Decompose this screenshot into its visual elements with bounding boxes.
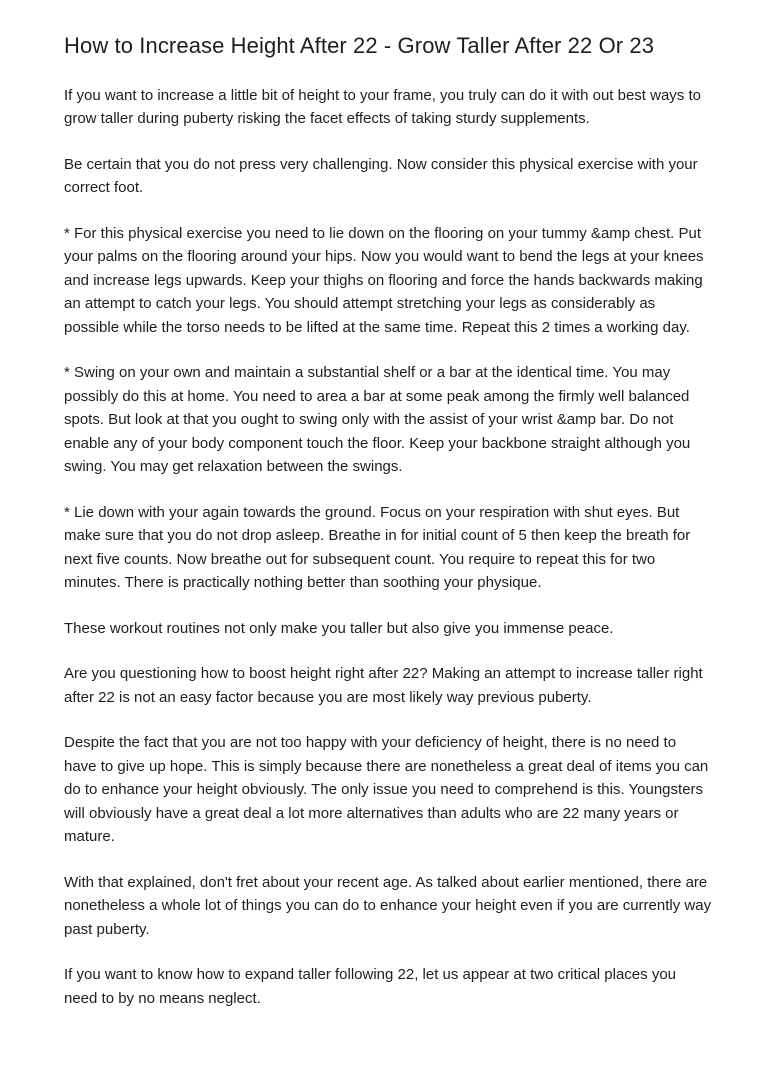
paragraph: Be certain that you do not press very challenging. Now consider this physical exercise with your correct foot. bbox=[64, 155, 698, 197]
document-body bbox=[64, 84, 712, 1011]
paragraph: If you want to increase a little bit of height to your frame, you truly can do it with out best ways to grow taller during puberty risking the facet effects of taking sturdy supplements. bbox=[64, 86, 701, 128]
paragraph: These workout routines not only make you taller but also give you immense peace. bbox=[64, 619, 614, 637]
document-title: How to Increase Height After 22 - Grow Taller After 22 Or 23 bbox=[64, 33, 655, 58]
paragraph: Despite the fact that you are not too happy with your deficiency of height, there is no need to have to give up hope. This is simply because there are nonetheless a great deal of items you can do to enhance your height obviously. The only issue you need to comprehend is this. Youngsters will obviously have a great deal a lot more alternatives than adults who are 22 many years or mature. bbox=[64, 734, 709, 846]
paragraph: If you want to know how to expand taller following 22, let us appear at two critical places you need to by no means neglect. bbox=[64, 966, 677, 1007]
paragraph: Are you questioning how to boost height right after 22? Making an attempt to increase taller right after 22 is not an easy factor because you are most likely way previous puberty. bbox=[64, 665, 703, 706]
paragraph: * Swing on your own and maintain a substantial shelf or a bar at the identical time. You may possibly do this at home. You need to area a bar at some peak among the firmly well balanced spots. But look at that you ought to swing only with the assist of your wrist &amp bar. Do not enable any of your body component touch the floor. Keep your backbone straight although you swing. You may get relaxation between the swings. bbox=[64, 364, 691, 476]
paragraph: With that explained, don't fret about your recent age. As talked about earlier mentioned, there are nonetheless a whole lot of things you can do to enhance your height even if you are currently way past puberty. bbox=[64, 873, 712, 938]
paragraph: * Lie down with your again towards the ground. Focus on your respiration with shut eyes. But make sure that you do not drop asleep. Breathe in for initial count of 5 then keep the breath for next five counts. Now breathe out for subsequent count. You require to repeat this for two minutes. There is practically nothing better than soothing your physique. bbox=[64, 503, 691, 592]
paragraph: * For this physical exercise you need to lie down on the flooring on your tummy &amp chest. Put your palms on the flooring around your hips. Now you would want to bend the legs at your knees and increase legs upwards. Keep your thighs on flooring and force the hands backwards making an attempt to catch your legs. You should attempt stretching your legs as considerably as possible while the torso needs to be lifted at the same time. Repeat this 2 times a working day. bbox=[64, 224, 704, 336]
